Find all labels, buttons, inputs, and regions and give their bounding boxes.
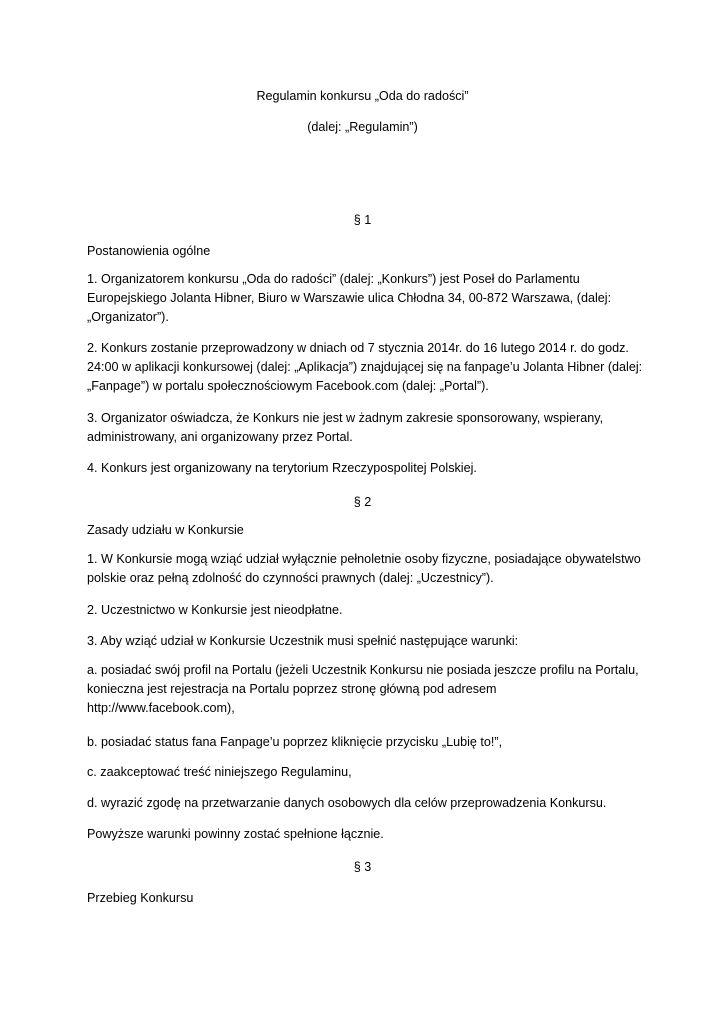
section-2-paragraph-final: Powyższe warunki powinny zostać spełnione łącznie. xyxy=(87,827,384,841)
section-1-paragraph-2: 2. Konkurs zostanie przeprowadzony w dniach od 7 stycznia 2014r. do 16 lutego 2014 r. do godz. 24:00 w aplikacji konkursowej (dalej: „Aplikacja”) znajdującej się na fanpage’u Jolanta Hibner (dalej: „Fanpage”) w portalu społecznościowym Facebook.com (dalej: „Portal”). xyxy=(87,341,643,393)
section-2-number: § 2 xyxy=(353,495,372,509)
section-1-paragraph-1: 1. Organizatorem konkursu „Oda do radości” (dalej: „Konkurs”) jest Poseł do Parlamentu Europejskiego Jolanta Hibner, Biuro w Warszawie ulica Chłodna 34, 00-872 Warszawa, (dalej: „Organizator”). xyxy=(87,272,612,324)
document-title: Regulamin konkursu „Oda do radości” xyxy=(256,89,469,103)
section-3-heading: Przebieg Konkursu xyxy=(87,891,194,905)
section-2-paragraph-1: 1. W Konkursie mogą wziąć udział wyłącznie pełnoletnie osoby fizyczne, posiadające obywatelstwo polskie oraz pełną zdolność do czynności prawnych (dalej: „Uczestnicy”). xyxy=(87,552,641,585)
section-1-paragraph-4: 4. Konkurs jest organizowany na terytorium Rzeczypospolitej Polskiej. xyxy=(87,461,477,475)
section-2-condition-c: c. zaakceptować treść niniejszego Regulaminu, xyxy=(87,765,352,779)
section-2-heading: Zasady udziału w Konkursie xyxy=(87,523,244,537)
section-2-condition-a: a. posiadać swój profil na Portalu (jeżeli Uczestnik Konkursu nie posiada jeszcze profilu na Portalu, konieczna jest rejestracja na Portalu poprzez stronę główną pod adresem http://www.facebook.com), xyxy=(87,663,639,715)
section-1-heading: Postanowienia ogólne xyxy=(87,244,211,258)
section-2-paragraph-2: 2. Uczestnictwo w Konkursie jest nieodpłatne. xyxy=(87,603,343,617)
section-2-paragraph-3: 3. Aby wziąć udział w Konkursie Uczestnik musi spełnić następujące warunki: xyxy=(87,634,519,648)
section-3-number: § 3 xyxy=(353,860,372,874)
section-2-condition-b: b. posiadać status fana Fanpage’u poprzez kliknięcie przycisku „Lubię to!”, xyxy=(87,735,503,749)
section-1-number: § 1 xyxy=(353,213,372,227)
section-2-condition-d: d. wyrazić zgodę na przetwarzanie danych osobowych dla celów przeprowadzenia Konkursu. xyxy=(87,796,607,810)
document-subtitle: (dalej: „Regulamin”) xyxy=(307,120,418,134)
section-1-paragraph-3: 3. Organizator oświadcza, że Konkurs nie jest w żadnym zakresie sponsorowany, wspierany, administrowany, ani organizowany przez Portal. xyxy=(87,411,604,444)
